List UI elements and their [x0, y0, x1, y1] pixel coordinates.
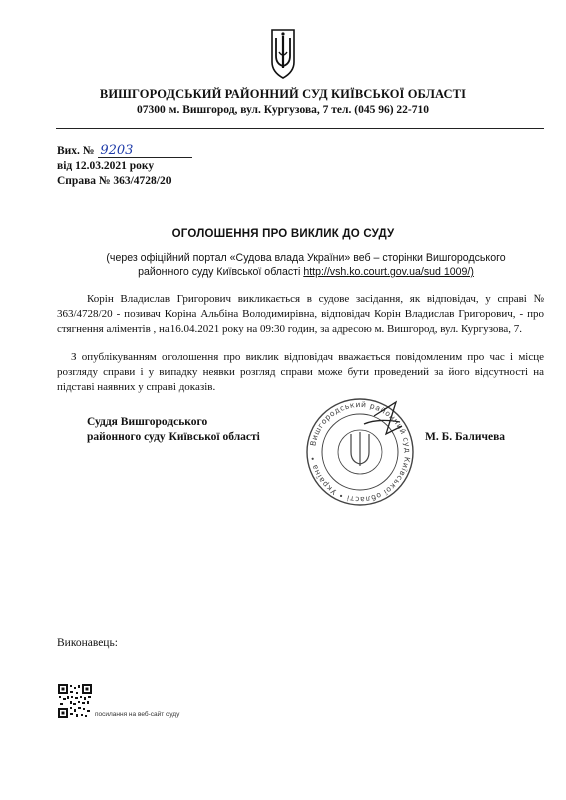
- qr-caption: посилання на веб-сайт суду: [95, 711, 180, 718]
- executor-label: Виконавець:: [57, 637, 118, 649]
- outgoing-label: Вих. №: [57, 145, 95, 157]
- notice-title: ОГОЛОШЕННЯ ПРО ВИКЛИК ДО СУДУ: [171, 228, 395, 240]
- outgoing-number: 9203: [98, 145, 192, 158]
- header-divider: [56, 128, 544, 129]
- document-date: від 12.03.2021 року: [57, 160, 155, 172]
- qr-code-icon[interactable]: [57, 683, 93, 719]
- court-round-seal-icon: [304, 396, 416, 508]
- judge-title-line-1: Суддя Вишгородського: [87, 416, 208, 428]
- case-number: Справа № 363/4728/20: [57, 175, 172, 187]
- summons-paragraph: Корін Владислав Григорович викликається в судове засідання, як відповідач, у справі № 363/4728/20 - позивач Коріна Альбіна Володимирівна, відповідач Корін Владислав Григорович, - про стягнення аліментів , на16.04.2021 року на 09:30 годин, за адресою м. Вишгород, вул. Кургузова, 7.: [57, 293, 544, 335]
- court-name: ВИШГОРОДСЬКИЙ РАЙОННИЙ СУД КИЇВСЬКОЇ ОБЛАСТІ: [99, 87, 467, 101]
- trident-coat-of-arms-icon: [269, 28, 297, 80]
- judge-title: [87, 415, 260, 445]
- notice-subtitle: [86, 251, 526, 279]
- notice-consequences-paragraph: З опублікуванням оголошення про виклик відповідач вважається повідомленим про час і місце розгляду справи і у випадку неявки розгляд справи може бути проведений за його відсутності на підставі наявних у справі доказів.: [57, 351, 544, 393]
- court-address: 07300 м. Вишгород, вул. Кургузова, 7 тел. (045 96) 22-710: [137, 104, 429, 116]
- court-website-link[interactable]: http://vsh.ko.court.gov.ua/sud 1009/): [303, 266, 474, 278]
- outgoing-number-line: [57, 144, 192, 158]
- seal-text: Вишгородський районний суд Київської області • Україна •: [308, 399, 413, 505]
- judge-name: М. Б. Баличева: [425, 431, 506, 443]
- judge-title-line-2: районного суду Київської області: [87, 431, 260, 443]
- subtitle-text: (через офіційний портал «Судова влада України» веб – сторінки Вишгородського районного суду Київської області: [106, 252, 506, 278]
